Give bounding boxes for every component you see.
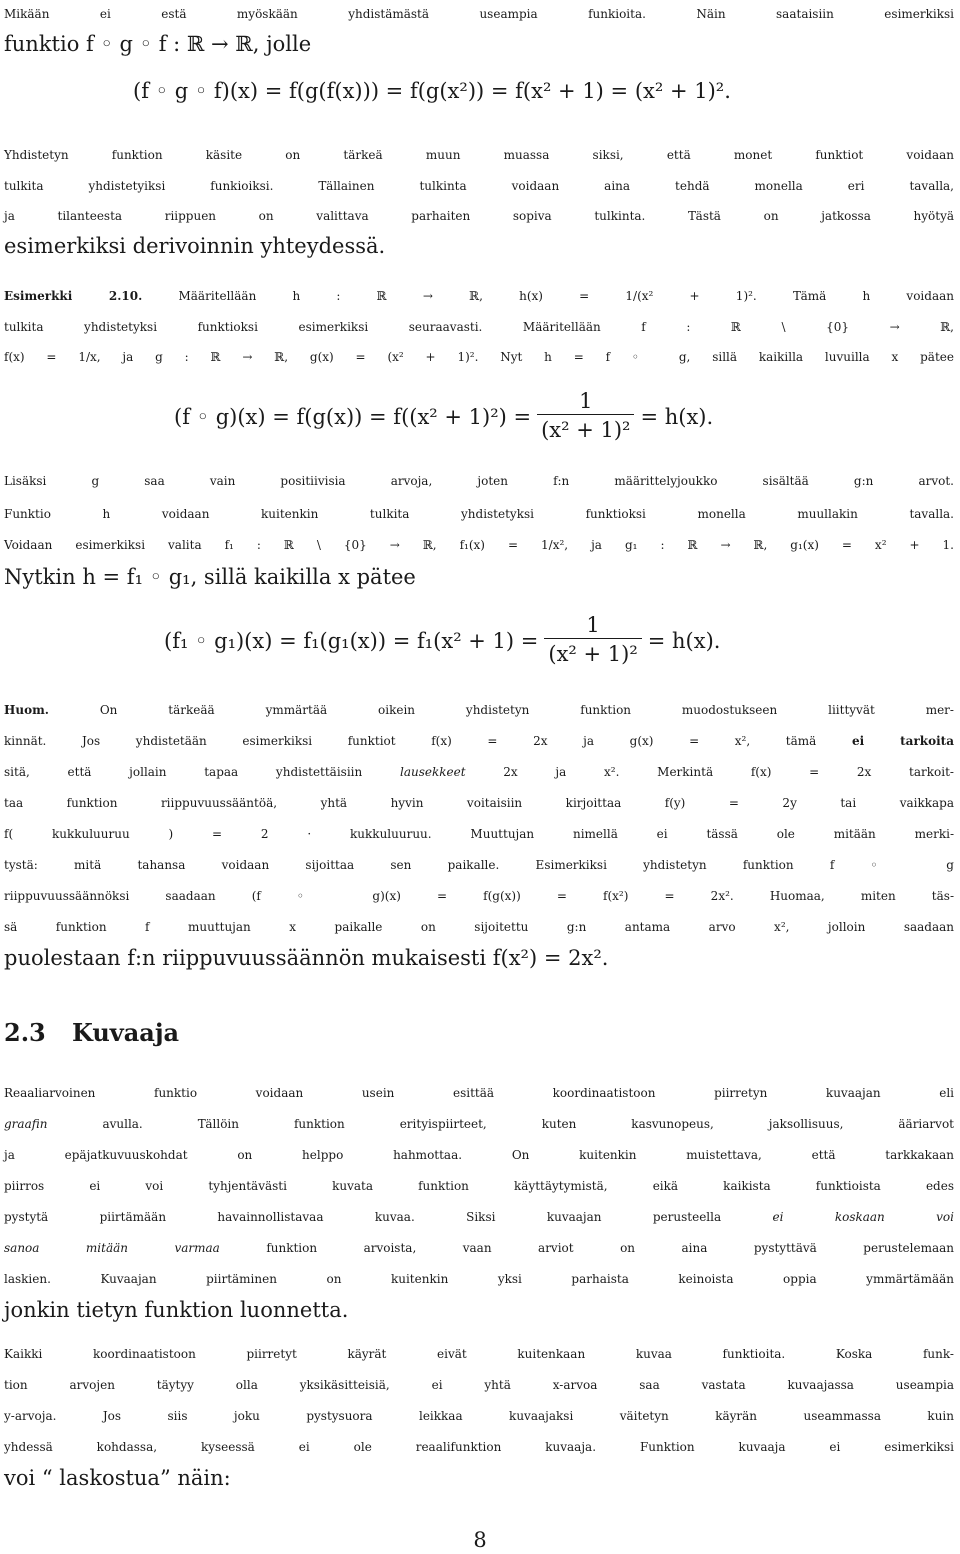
fraction-numerator: 1 xyxy=(586,613,600,637)
remark-line xyxy=(4,696,954,724)
text-line: f(x) = 1/x, ja g : ℝ → ℝ, g(x) = (x² + 1)². Nyt h = f ◦ g, sillä kaikilla luvuilla x pätee xyxy=(4,350,954,364)
text-line: Nytkin h = f₁ ◦ g₁, sillä kaikilla x pätee xyxy=(4,565,416,589)
section-number: 2.3 xyxy=(4,1018,46,1047)
text-line: Voidaan esimerkiksi valita f₁ : ℝ \ {0} → ℝ, f₁(x) = 1/x², ja g₁ : ℝ → ℝ, g₁(x) = x² + 1. xyxy=(4,538,954,552)
text-line: tulkita yhdistetyksi funktioksi esimerkiksi seuraavasti. Määritellään f : ℝ \ {0} → ℝ, xyxy=(4,320,954,334)
display-equation xyxy=(174,388,713,445)
equation-right: = h(x). xyxy=(647,628,721,653)
fraction xyxy=(544,612,641,669)
equation-left: (f₁ ◦ g₁)(x) = f₁(g₁(x)) = f₁(x² + 1) = xyxy=(164,628,539,653)
example-text: Määritellään h : ℝ → ℝ, h(x) = 1/(x² + 1)². Tämä h voidaan xyxy=(178,289,954,303)
text-span: sitä, että jollain tapaa yhdistettäisiin xyxy=(4,765,363,779)
equation-text: (f ◦ g ◦ f)(x) = f(g(f(x))) = f(g(x²)) = f(x² + 1) = (x² + 1)². xyxy=(133,79,731,103)
text-line: f( kukkuluuruu ) = 2 · kukkuluuruu. Muuttujan nimellä ei tässä ole mitään merki- xyxy=(4,827,954,841)
text-line: Kaikki koordinaatistoon piirretyt käyrät eivät kuitenkaan kuvaa funktioita. Koska funk- xyxy=(4,1347,954,1361)
remark-text: On tärkeää ymmärtää oikein yhdistetyn funktion muodostukseen liittyvät mer- xyxy=(99,703,954,717)
emphasis-italic: graafin xyxy=(4,1117,48,1131)
text-line: y-arvoja. Jos siis joku pystysuora leikkaa kuvaajaksi väitetyn käyrän useammassa kuin xyxy=(4,1409,954,1423)
text-line: tion arvojen täytyy olla yksikäsitteisiä, ei yhtä x-arvoa saa vastata kuvaajassa useampia xyxy=(4,1378,954,1392)
text-line xyxy=(4,1203,954,1231)
display-equation xyxy=(133,77,731,105)
equation-left: (f ◦ g)(x) = f(g(x)) = f((x² + 1)²) = xyxy=(174,404,532,429)
page-number: 8 xyxy=(473,1528,487,1552)
fraction-numerator: 1 xyxy=(579,389,593,413)
section-heading xyxy=(4,1018,179,1048)
text-span: 2x ja x². Merkintä f(x) = 2x tarkoit- xyxy=(503,765,954,779)
example-label: Esimerkki 2.10. xyxy=(4,289,143,303)
example-line xyxy=(4,282,954,310)
emphasis-bold: ei tarkoita xyxy=(851,734,954,748)
emphasis-italic: lausekkeet xyxy=(399,765,466,779)
text-span: funktion arvoista, vaan arviot on aina pystyttävä perustelemaan xyxy=(266,1241,954,1255)
text-span: kinnät. Jos yhdistetään esimerkiksi funktiot f(x) = 2x ja g(x) = x², tämä xyxy=(4,734,817,748)
display-equation xyxy=(164,612,720,669)
text-line: taa funktion riippuvuussääntöä, yhtä hyvin voitaisiin kirjoittaa f(y) = 2y tai vaikkapa xyxy=(4,796,954,810)
text-line: funktio f ◦ g ◦ f : ℝ → ℝ, jolle xyxy=(4,32,312,56)
text-line: Yhdistetyn funktion käsite on tärkeä muun muassa siksi, että monet funktiot voidaan xyxy=(4,148,954,162)
text-line: tulkita yhdistetyiksi funkioiksi. Tällainen tulkinta voidaan aina tehdä monella eri tavalla, xyxy=(4,179,954,193)
text-line: ja epäjatkuvuuskohdat on helppo hahmottaa. On kuitenkin muistettava, että tarkkakaan xyxy=(4,1148,954,1162)
text-line: laskien. Kuvaajan piirtäminen on kuitenkin yksi parhaista keinoista oppia ymmärtämään xyxy=(4,1272,954,1286)
text-line: voi “ laskostua” näin: xyxy=(4,1466,231,1490)
equation-right: = h(x). xyxy=(640,404,714,429)
emphasis-italic: ei koskaan voi xyxy=(772,1210,954,1224)
text-line: puolestaan f:n riippuvuussäännön mukaisesti f(x²) = 2x². xyxy=(4,946,609,970)
text-line xyxy=(4,758,954,786)
remark-label: Huom. xyxy=(4,703,49,717)
text-line: Funktio h voidaan kuitenkin tulkita yhdistetyksi funktioksi monella muullakin tavalla. xyxy=(4,507,954,521)
text-line: esimerkiksi derivoinnin yhteydessä. xyxy=(4,234,386,258)
text-line xyxy=(4,727,954,755)
text-line: sä funktion f muuttujan x paikalle on sijoitettu g:n antama arvo x², jolloin saadaan xyxy=(4,920,954,934)
text-line: Lisäksi g saa vain positiivisia arvoja, joten f:n määrittelyjoukko sisältää g:n arvot. xyxy=(4,474,954,488)
text-line: Reaaliarvoinen funktio voidaan usein esittää koordinaatistoon piirretyn kuvaajan eli xyxy=(4,1086,954,1100)
text-line: tystä: mitä tahansa voidaan sijoittaa sen paikalle. Esimerkiksi yhdistetyn funktion f ◦ g xyxy=(4,858,954,872)
fraction-denominator: (x² + 1)² xyxy=(544,638,641,669)
text-line: Mikään ei estä myöskään yhdistämästä useampia funkioita. Näin saataisiin esimerkiksi xyxy=(4,7,954,21)
section-title: Kuvaaja xyxy=(72,1018,180,1047)
text-line: yhdessä kohdassa, kyseessä ei ole reaalifunktion kuvaaja. Funktion kuvaaja ei esimerkiksi xyxy=(4,1440,954,1454)
text-line: jonkin tietyn funktion luonnetta. xyxy=(4,1298,349,1322)
text-line: riippuvuussäännöksi saadaan (f ◦ g)(x) = f(g(x)) = f(x²) = 2x². Huomaa, miten täs- xyxy=(4,889,954,903)
text-span: pystytä piirtämään havainnollistavaa kuvaa. Siksi kuvaajan perusteella xyxy=(4,1210,722,1224)
fraction xyxy=(537,388,634,445)
text-line: piirros ei voi tyhjentävästi kuvata funktion käyttäytymistä, eikä kaikista funktioista edes xyxy=(4,1179,954,1193)
emphasis-italic: sanoa mitään varmaa xyxy=(4,1241,220,1255)
text-line xyxy=(4,1234,954,1262)
fraction-denominator: (x² + 1)² xyxy=(537,414,634,445)
text-span: avulla. Tällöin funktion erityispiirteet, kuten kasvunopeus, jaksollisuus, ääriarvot xyxy=(102,1117,954,1131)
text-line xyxy=(4,1110,954,1138)
text-line: ja tilanteesta riippuen on valittava parhaiten sopiva tulkinta. Tästä on jatkossa hyötyä xyxy=(4,209,954,223)
